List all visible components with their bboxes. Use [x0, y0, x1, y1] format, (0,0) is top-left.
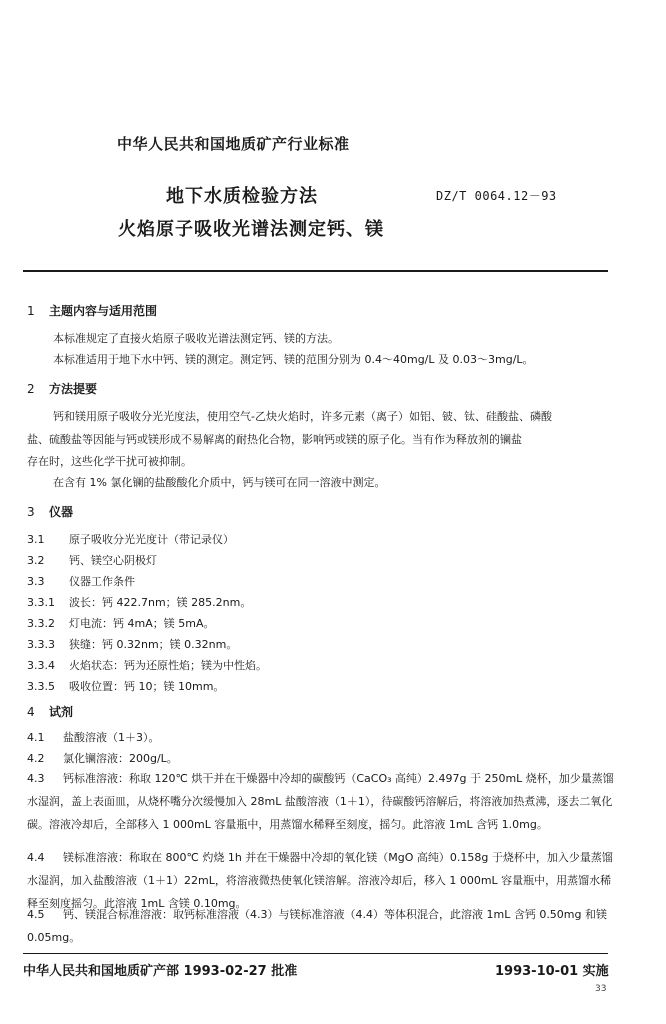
section-title: 仪器 — [49, 505, 74, 519]
section-title: 方法提要 — [49, 382, 98, 396]
section-number: 4 — [27, 705, 35, 719]
item-text: 钙、镁混合标准溶液：取钙标准溶液（4.3）与镁标准溶液（4.4）等体积混合，此溶液 1mL 含钙 0.50mg 和镁 0.05mg。 — [27, 908, 608, 944]
item-text: 吸收位置：钙 10；镁 10mm。 — [69, 680, 225, 693]
section-1-paragraph-2: 本标准适用于地下水中钙、镁的测定。测定钙、镁的范围分别为 0.4～40mg/L 及 0.03～3mg/L。 — [53, 353, 534, 366]
instrument-item — [27, 531, 234, 547]
section-number: 3 — [27, 505, 35, 519]
item-text: 波长：钙 422.7nm；镁 285.2nm。 — [69, 596, 252, 609]
reagent-item-mixed-standard — [27, 903, 617, 949]
section-number: 2 — [27, 382, 35, 396]
standard-code: DZ/T 0064.12－93 — [436, 189, 557, 203]
section-title: 主题内容与适用范围 — [49, 304, 158, 318]
item-text: 狭缝：钙 0.32nm；镁 0.32nm。 — [69, 638, 238, 651]
header-divider — [23, 270, 608, 272]
instrument-item — [27, 573, 135, 589]
reagent-item-calcium-standard — [27, 767, 617, 836]
issuing-organization: 中华人民共和国地质矿产行业标准 — [117, 135, 350, 153]
section-1-paragraph-1: 本标准规定了直接火焰原子吸收光谱法测定钙、镁的方法。 — [53, 332, 339, 345]
item-text: 灯电流：钙 4mA；镁 5mA。 — [69, 617, 215, 630]
page-number: 33 — [595, 984, 607, 994]
item-number: 4.2 — [27, 752, 45, 765]
item-number: 3.1 — [27, 533, 45, 546]
reagent-item — [27, 750, 178, 766]
item-text: 火焰状态：钙为还原性焰；镁为中性焰。 — [69, 659, 267, 672]
instrument-item — [27, 615, 214, 631]
instrument-item — [27, 594, 251, 610]
instrument-item — [27, 636, 237, 652]
item-text: 氯化镧溶液：200g/L。 — [63, 752, 178, 765]
section-1-heading — [27, 302, 157, 319]
item-text: 镁标准溶液：称取在 800℃ 灼烧 1h 并在干燥器中冷却的氧化镁（MgO 高纯）0.158g 于烧杯中，加入少量蒸馏水湿润，加入盐酸溶液（1＋1）22mL，将溶液微热使氧化镁溶解。溶液冷却后，移入 1 000mL 容量瓶中，用蒸馏水稀释至刻度摇匀。此溶液 1mL 含镁 0.10mg。 — [27, 851, 613, 910]
item-number: 3.3.1 — [27, 596, 55, 609]
implementation-date: 1993-10-01 实施 — [495, 964, 609, 979]
title-line-1: 地下水质检验方法 — [166, 186, 318, 207]
section-2-heading — [27, 380, 97, 397]
item-text: 盐酸溶液（1＋3）。 — [63, 731, 160, 744]
item-number: 4.4 — [27, 851, 45, 864]
item-number: 3.3.5 — [27, 680, 55, 693]
footer-divider — [23, 953, 608, 954]
reagent-item — [27, 729, 160, 745]
section-2-paragraph-1-line-2: 盐、硫酸盐等因能与钙或镁形成不易解离的耐热化合物，影响钙或镁的原子化。当有作为释放剂的镧盐 — [27, 433, 522, 446]
item-number: 3.3.4 — [27, 659, 55, 672]
instrument-item — [27, 657, 267, 673]
instrument-item — [27, 552, 157, 568]
item-number: 3.3.3 — [27, 638, 55, 651]
item-number: 4.3 — [27, 772, 45, 785]
item-number: 3.2 — [27, 554, 45, 567]
section-2-paragraph-1-line-1: 钙和镁用原子吸收分光光度法，使用空气-乙炔火焰时，许多元素（离子）如铝、铍、钛、硅酸盐、磷酸 — [53, 410, 552, 423]
item-number: 4.5 — [27, 908, 45, 921]
item-text: 原子吸收分光光度计（带记录仪） — [69, 533, 234, 546]
item-text: 钙、镁空心阴极灯 — [69, 554, 157, 567]
title-line-2: 火焰原子吸收光谱法测定钙、镁 — [118, 219, 384, 240]
section-title: 试剂 — [49, 705, 74, 719]
approval-statement: 中华人民共和国地质矿产部 1993-02-27 批准 — [23, 964, 298, 979]
section-3-heading — [27, 503, 73, 520]
section-4-heading — [27, 703, 73, 720]
section-2-paragraph-2: 在含有 1% 氯化镧的盐酸酸化介质中，钙与镁可在同一溶液中测定。 — [53, 476, 386, 489]
item-number: 3.3.2 — [27, 617, 55, 630]
item-number: 3.3 — [27, 575, 45, 588]
section-2-paragraph-1-line-3: 存在时，这些化学干扰可被抑制。 — [27, 455, 192, 468]
item-number: 4.1 — [27, 731, 45, 744]
item-text: 钙标准溶液：称取 120℃ 烘干并在干燥器中冷却的碳酸钙（CaCO₃ 高纯）2.497g 于 250mL 烧杯，加少量蒸馏水湿润，盖上表面皿，从烧杯嘴分次缓慢加入 28mL 盐酸溶液（1＋1），待碳酸钙溶解后，将溶液加热煮沸，逐去二氧化碳。溶液冷却后，全部移入 1 000mL 容量瓶中，用蒸馏水稀释至刻度，摇匀。此溶液 1mL 含钙 1.0mg。 — [27, 772, 614, 831]
section-number: 1 — [27, 304, 35, 318]
item-text: 仪器工作条件 — [69, 575, 135, 588]
instrument-item — [27, 678, 224, 694]
